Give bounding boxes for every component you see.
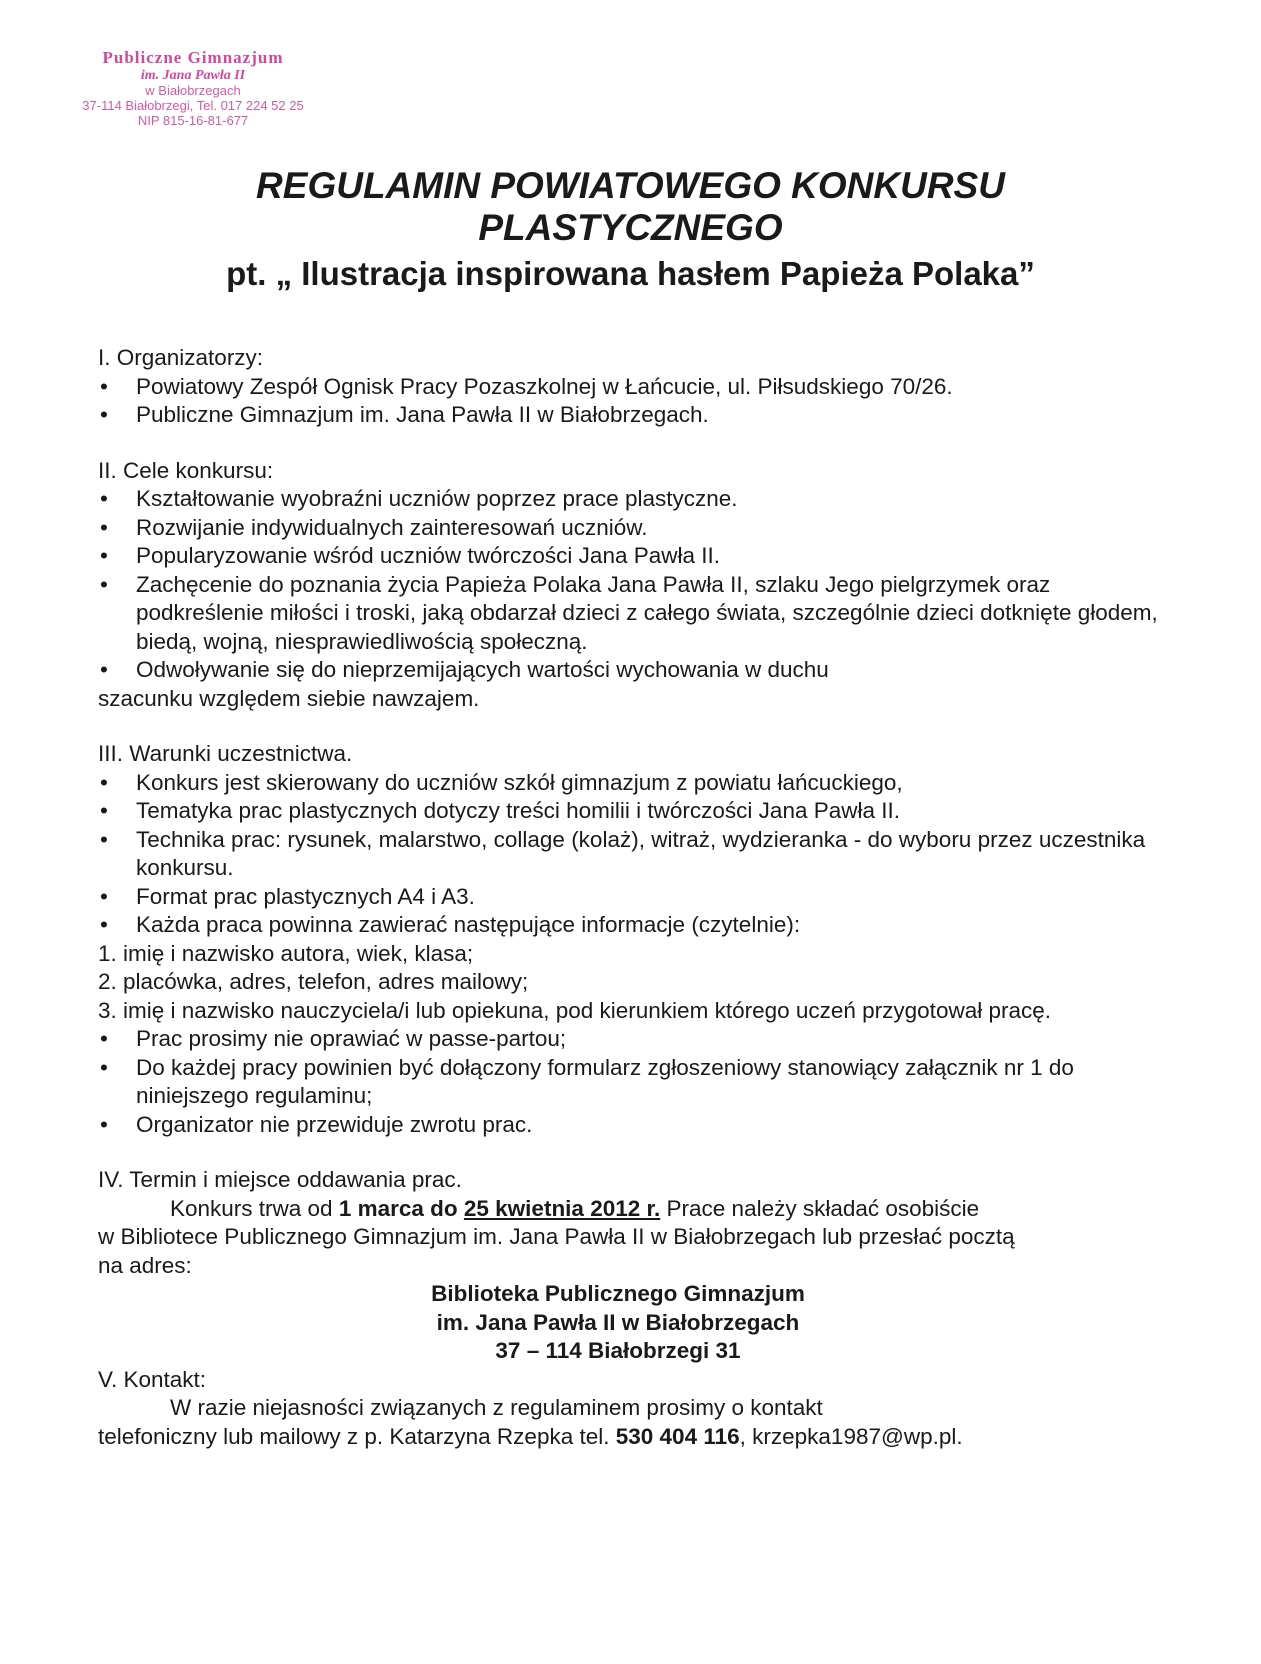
list-item: • Zachęcenie do poznania życia Papieża Polaka Jana Pawła II, szlaku Jego pielgrzymek oraz podkreślenie miłości i troski, jaką obdarzał dzieci z całego świata, szczególnie dzieci dotknięte głodem, biedą, wojną, niesprawiedliwością społeczną. bbox=[98, 571, 1178, 657]
date-to: 25 kwietnia 2012 r. bbox=[463, 1195, 661, 1221]
list-item: • Tematyka prac plastycznych dotyczy treści homilii i twórczości Jana Pawła II. bbox=[98, 797, 1178, 826]
list-item: • Odwoływanie się do nieprzemijających wartości wychowania w duchu bbox=[98, 656, 1178, 685]
list-item: • Organizator nie przewiduje zwrotu prac. bbox=[98, 1111, 1178, 1140]
section-heading: III. Warunki uczestnictwa. bbox=[98, 741, 353, 766]
numbered-item: 2. placówka, adres, telefon, adres mailowy; bbox=[98, 969, 529, 994]
list-item: • Technika prac: rysunek, malarstwo, collage (kolaż), witraż, wydzieranka - do wyboru przez uczestnika konkursu. bbox=[98, 826, 1178, 883]
stamp-line: w Białobrzegach bbox=[145, 82, 241, 98]
conditions-list bbox=[98, 769, 1178, 940]
section-heading: V. Kontakt: bbox=[98, 1366, 206, 1392]
list-item: • Publiczne Gimnazjum im. Jana Pawła II w Białobrzegach. bbox=[98, 401, 1178, 430]
address-line: Biblioteka Publicznego Gimnazjum bbox=[431, 1281, 805, 1306]
goals-list bbox=[98, 485, 1178, 685]
list-item: • Kształtowanie wyobraźni uczniów poprzez prace plastyczne. bbox=[98, 485, 1178, 514]
list-continuation: szacunku względem siebie nawzajem. bbox=[98, 685, 480, 711]
mailing-address bbox=[68, 1280, 1168, 1366]
date-from: 1 marca do bbox=[338, 1195, 464, 1221]
list-item: • Popularyzowanie wśród uczniów twórczości Jana Pawła II. bbox=[98, 542, 1178, 571]
list-item: • Konkurs jest skierowany do uczniów szkół gimnazjum z powiatu łańcuckiego, bbox=[98, 769, 1178, 798]
document-title-line1: REGULAMIN POWIATOWEGO KONKURSU bbox=[256, 165, 1005, 206]
contact-text: telefoniczny lub mailowy z p. Katarzyna Rzepka tel. bbox=[98, 1423, 616, 1449]
stamp-line: NIP 815-16-81-677 bbox=[137, 112, 249, 128]
school-stamp bbox=[58, 48, 328, 128]
contact-phone: 530 404 116 bbox=[615, 1423, 740, 1449]
document-title-line2: PLASTYCZNEGO bbox=[478, 207, 783, 248]
address-line: 37 – 114 Białobrzegi 31 bbox=[495, 1338, 741, 1363]
list-item: • Każda praca powinna zawierać następujące informacje (czytelnie): bbox=[98, 911, 1178, 940]
document-subtitle: pt. „ Ilustracja inspirowana hasłem Papieża Polaka” bbox=[226, 255, 1035, 292]
numbered-item: 1. imię i nazwisko autora, wiek, klasa; bbox=[98, 940, 474, 966]
stamp-line: im. Jana Pawła II bbox=[140, 67, 246, 83]
stamp-line: Publiczne Gimnazjum bbox=[102, 48, 284, 67]
deadline-text-line3: na adres: bbox=[98, 1252, 192, 1278]
contact-email: , krzepka1987@wp.pl. bbox=[739, 1423, 963, 1449]
document-body bbox=[98, 344, 1178, 1451]
section-heading: I. Organizatorzy: bbox=[98, 345, 264, 370]
section-heading: IV. Termin i miejsce oddawania prac. bbox=[98, 1167, 462, 1192]
deadline-text: Prace należy składać osobiście bbox=[660, 1195, 980, 1221]
contact-text-line2 bbox=[98, 1423, 1178, 1452]
address-line: im. Jana Pawła II w Białobrzegach bbox=[436, 1309, 800, 1335]
list-item: • Do każdej pracy powinien być dołączony formularz zgłoszeniowy stanowiący załącznik nr 1 do niniejszego regulaminu; bbox=[98, 1054, 1178, 1111]
section-heading: II. Cele konkursu: bbox=[98, 457, 274, 483]
list-item: • Format prac plastycznych A4 i A3. bbox=[98, 883, 1178, 912]
deadline-text-line2: w Bibliotece Publicznego Gimnazjum im. Jana Pawła II w Białobrzegach lub przesłać pocztą bbox=[98, 1224, 1015, 1249]
stamp-line: 37-114 Białobrzegi, Tel. 017 224 52 25 bbox=[82, 97, 304, 113]
list-item: • Rozwijanie indywidualnych zainteresowań uczniów. bbox=[98, 514, 1178, 543]
document-header bbox=[0, 165, 1261, 293]
list-item: • Prac prosimy nie oprawiać w passe-partou; bbox=[98, 1025, 1178, 1054]
organizers-list bbox=[98, 373, 1178, 430]
deadline-paragraph bbox=[98, 1195, 1178, 1224]
deadline-text: Konkurs trwa od bbox=[170, 1195, 339, 1221]
contact-text-line1: W razie niejasności związanych z regulaminem prosimy o kontakt bbox=[170, 1395, 823, 1420]
numbered-item: 3. imię i nazwisko nauczyciela/i lub opiekuna, pod kierunkiem którego uczeń przygotował pracę. bbox=[98, 997, 1051, 1023]
list-item: • Powiatowy Zespół Ognisk Pracy Pozaszkolnej w Łańcucie, ul. Piłsudskiego 70/26. bbox=[98, 373, 1178, 402]
conditions-list-continued bbox=[98, 1025, 1178, 1139]
